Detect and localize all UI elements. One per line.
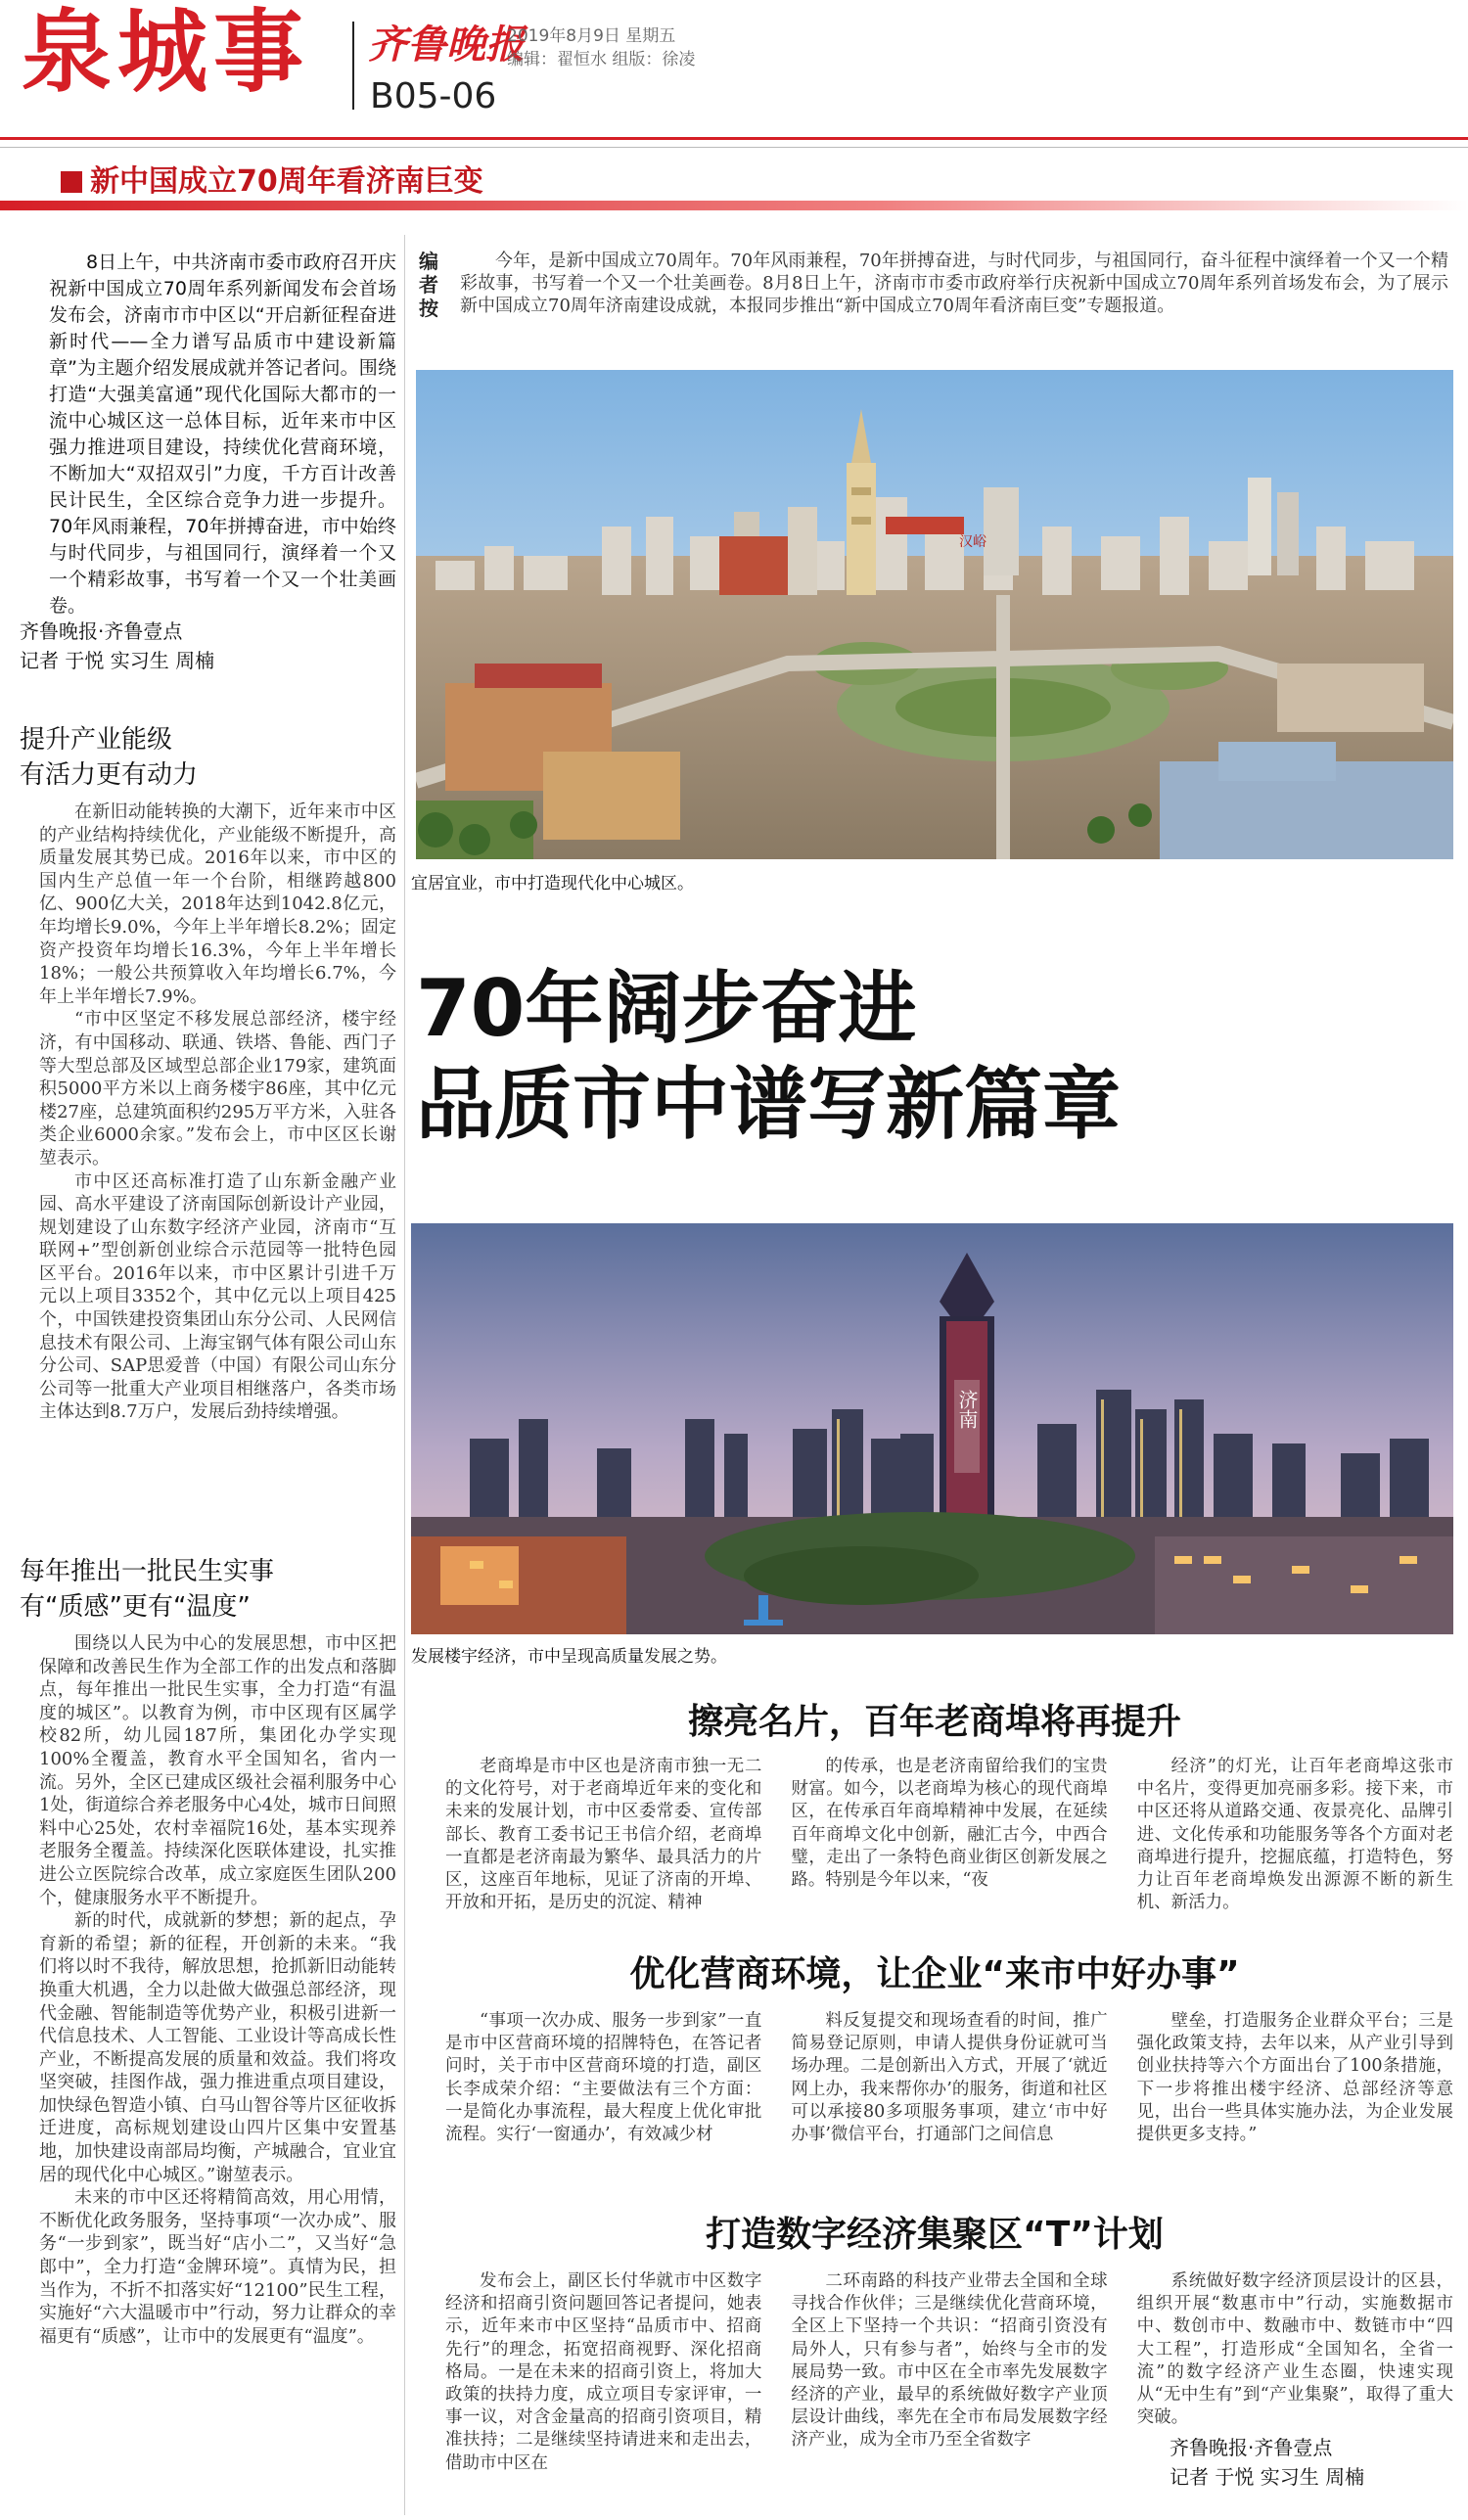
section-a-col-2: 的传承，也是老济南留给我们的宝贵财富。如今，以老商埠为核心的现代商埠区，在传承百年商埠精神中发展，在延续百年商埠文化中创新，融汇古今，中西合璧，走出了一条特色商业街区创新发展之路。特别是今年以来，“夜 (791, 1757, 1108, 1891)
section-b-col-2: 料反复提交和现场查看的时间，推广简易登记原则，申请人提供身份证就可当场办理。二是创新出入方式，开展了‘就近网上办，我来帮你办’的服务，街道和社区可以承接80多项服务事项，建立‘市中好办事’微信平台，打通部门之间信息 (791, 2011, 1108, 2145)
gradient-bar (0, 201, 1468, 210)
paragraph: 围绕以人民为中心的发展思想，市中区把保障和改善民生作为全部工作的出发点和落脚点，每年推出一批民生实事，全力打造“有温度的城区”。以教育为例，市中区现有区属学校82所，幼儿园187所，集团化办学实现100%全覆盖，教育水平全国知名，省内一流。另外，全区已建成区级社会福利服务中心1处，街道综合养老服务中心4处，城市日间照料中心25处，农村幸福院16处，基本实现养老服务全覆盖。持续深化医联体建设，扎实推进公立医院综合改革，成立家庭医生团队200个，健康服务水平不断提升。 (39, 1633, 396, 1908)
series-label: 新中国成立70周年看济南巨变 (61, 157, 483, 200)
lead-paragraph: 8日上午，中共济南市委市政府召开庆祝新中国成立70周年系列新闻发布会首场发布会，济南市市中区以“开启新征程奋进新时代——全力谱写品质市中建设新篇章”为主题介绍发展成就并答记者问。围绕打造“大强美富通”现代化国际大都市的一流中心城区这一总体目标，近年来市中区强力推进项目建设，持续优化营商环境，不断加大“双招双引”力度，千方百计改善民计民生，全区综合竞争力进一步提升。70年风雨兼程，70年拼搏奋进，市中始终与时代同步，与祖国同行，演绎着一个又一个精彩故事，书写着一个又一个壮美画卷。 (49, 252, 396, 617)
section-c-col-1: 发布会上，副区长付华就市中区数字经济和招商引资问题回答记者提问，她表示，近年来市中区坚持“品质市中、招商先行”的理念，拓宽招商视野、深化招商格局。一是在未来的招商引资上，将加大政策的扶持力度，成立项目专家评审，一事一议，对含金量高的招商引资项目，精准扶持；二是继续坚持请进来和走出去，借助市中区在 (445, 2271, 762, 2473)
lead-byline-reporters: 记者 于悦 实习生 周楠 (20, 649, 215, 672)
section-a-col-3: 经济”的灯光，让百年老商埠这张市中名片，变得更加亮丽多彩。接下来，市中区还将从道路交通、夜景亮化、品牌引进、文化传承和功能服务等各个方面对老商埠进行提升，挖掘底蕴，打造特色，努力让百年老商埠焕发出源源不断的新生机、新活力。 (1136, 1757, 1453, 1913)
section-c-col-3: 系统做好数字经济顶层设计的区县，组织开展“数惠市中”行动，实施数据市中、数创市中、数融市中、数链市中“四大工程”，打造形成“全国知名，全省一流”的数字经济产业生态圈，快速实现从“无中生有”到“产业集聚”，取得了重大突破。 (1136, 2271, 1453, 2428)
photo-1-caption: 宜居宜业，市中打造现代化中心城区。 (411, 874, 694, 893)
lead-byline-outlet: 齐鲁晚报·齐鲁壹点 (20, 619, 183, 643)
article-byline-reporters: 记者 于悦 实习生 周楠 (1170, 2465, 1365, 2489)
paragraph: 在新旧动能转换的大潮下，近年来市中区的产业结构持续优化，产业能级不断提升，高质量发展其势已成。2016年以来，市中区的国内生产总值一年一个台阶，相继跨越800亿、900亿大关，2018年达到1042.8亿元，年均增长9.0%，今年上半年增长8.2%；固定资产投资年均增长16.3%，今年上半年增长18%；一般公共预算收入年均增长6.7%，今年上半年增长7.9%。 (39, 802, 396, 1007)
section-c-title: 打造数字经济集聚区“T”计划 (706, 2215, 1164, 2255)
headline-line-2: 品质市中谱写新篇章 (416, 1059, 1121, 1150)
tower-sign-text: 济南 (955, 1390, 979, 1429)
masthead-rule (0, 137, 1468, 140)
section-b-col-1: “事项一次办成、服务一步到家”一直是市中区营商环境的招牌特色，在答记者问时，关于市中区营商环境的打造，副区长李成荣介绍：“主要做法有三个方面：一是简化办事流程，最大程度上优化审批流程。实行‘一窗通办’，有效减少材 (445, 2011, 762, 2145)
subhead-livelihood: 每年推出一批民生实事 有“质感”更有“温度” (20, 1557, 275, 1622)
column-divider (404, 235, 405, 2515)
photo-sign-text: 汉峪 (959, 534, 986, 550)
editor-note-label: 编者按 (419, 250, 438, 320)
night-skyline-photo (411, 1223, 1453, 1634)
paragraph: 市中区还高标准打造了山东新金融产业园、高水平建设了济南国际创新设计产业园，规划建设了山东数字经济产业园，济南市“互联网+”型创新创业综合示范园等一批特色园区平台。2016年以来，市中区累计引进千万元以上项目3352个，其中亿元以上项目425个，中国铁建投资集团山东分公司、人民网信息技术有限公司、上海宝钢气体有限公司山东分公司、SAP思爱普（中国）有限公司山东分公司等一批重大产业项目相继落户，各类市场主体达到8.7万户，发展后劲持续增强。 (39, 1170, 396, 1423)
paragraph: “市中区坚定不移发展总部经济，楼宇经济，有中国移动、联通、铁塔、鲁能、西门子等大型总部及区域型总部企业179家，建筑面积5000平方米以上商务楼宇86座，其中亿元楼27座，总建筑面积约295万平方米，入驻各类企业6000余家。”发布会上，市中区区长谢堃表示。 (39, 1009, 396, 1168)
section-b-title: 优化营商环境，让企业“来市中好办事” (629, 1954, 1240, 1994)
column-title: 泉城事 (22, 0, 310, 105)
subhead-industry: 提升产业能级 有活力更有动力 (20, 725, 199, 790)
paper-logo: 齐鲁晚报 (368, 22, 525, 68)
section-industry-body (39, 801, 396, 1424)
section-a-col-1: 老商埠是市中区也是济南市独一无二的文化符号，对于老商埠近年来的变化和未来的发展计划，市中区委常委、宣传部部长、教育工委书记王书信介绍，老商埠一直都是老济南最为繁华、最具活力的片区，这座百年地标，见证了济南的开埠、开放和开拓，是历史的沉淀、精神 (445, 1757, 762, 1913)
article-byline-outlet: 齐鲁晚报·齐鲁壹点 (1170, 2436, 1333, 2459)
photo-2-caption: 发展楼宇经济，市中呈现高质量发展之势。 (411, 1647, 727, 1667)
paragraph: 未来的市中区还将精简高效，用心用情，不断优化政务服务，坚持事项“一次办成”、服务“一步到家”，既当好“店小二”，又当好“急郎中”，全力打造“金牌环境”。真情为民，担当作为，不折不扣落实好“12100”民生工程，实施好“六大温暖市中”行动，努力让群众的幸福更有“质感”，让市中的发展更有“温度”。 (39, 2187, 396, 2347)
section-livelihood-body (39, 1632, 396, 2348)
masthead-divider (352, 22, 354, 110)
issue-date: 2019年8月9日 星期五 (507, 26, 676, 46)
square-bullet-icon (61, 171, 82, 193)
page-number: B05-06 (370, 76, 497, 116)
masthead-thin-rule (0, 147, 1468, 148)
section-c-col-2: 二环南路的科技产业带去全国和全球寻找合作伙伴；三是继续优化营商环境，全区上下坚持一个共识：“招商引资没有局外人，只有参与者”，始终与全市的发展局势一致。市中区在全市率先发展数字经济的产业，最早的系统做好数字产业顶层设计曲线，率先在全市布局发展数字经济产业，成为全市乃至全省数字 (791, 2271, 1108, 2451)
city-aerial-photo (416, 370, 1453, 859)
section-b-col-3: 壁垒，打造服务企业群众平台；三是强化政策支持，去年以来，从产业引导到创业扶持等六个方面出台了100条措施，下一步将推出楼宇经济、总部经济等意见，出台一些具体实施办法，为企业发展提供更多支持。” (1136, 2011, 1453, 2145)
section-b-body (445, 2010, 1453, 2146)
section-a-title: 擦亮名片，百年老商埠将再提升 (687, 1702, 1181, 1742)
editor-note-text: 今年，是新中国成立70周年。70年风雨兼程，70年拼搏奋进，与时代同步，与祖国同行，奋斗征程中演绎着一个又一个精彩故事，书写着一个又一个壮美画卷。8月8日上午，济南市市委市政府举行庆祝新中国成立70周年系列首场发布会，为了展示新中国成立70周年济南建设成就，本报同步推出“新中国成立70周年看济南巨变”专题报道。 (460, 251, 1448, 316)
editors-line: 编辑：翟恒水 组版：徐凌 (507, 50, 696, 69)
headline-line-1: 70年阔步奋进 (416, 963, 917, 1054)
paragraph: 新的时代，成就新的梦想；新的起点，孕育新的希望；新的征程，开创新的未来。“我们将以时不我待，解放思想，抢抓新旧动能转换重大机遇，全力以赴做大做强总部经济，现代金融、智能制造等优势产业，积极引进新一代信息技术、人工智能、工业设计等高成长性产业，不断提高发展的质量和效益。我们将攻坚突破，挂图作战，强力推进重点项目建设，加快绿色智造小镇、白马山智谷等片区征收拆迁进度，高标规划建设山四片区集中安置基地，加快建设南部局均衡，产城融合，宜业宜居的现代化中心城区。”谢堃表示。 (39, 1910, 396, 2185)
section-a-body (445, 1756, 1453, 1914)
